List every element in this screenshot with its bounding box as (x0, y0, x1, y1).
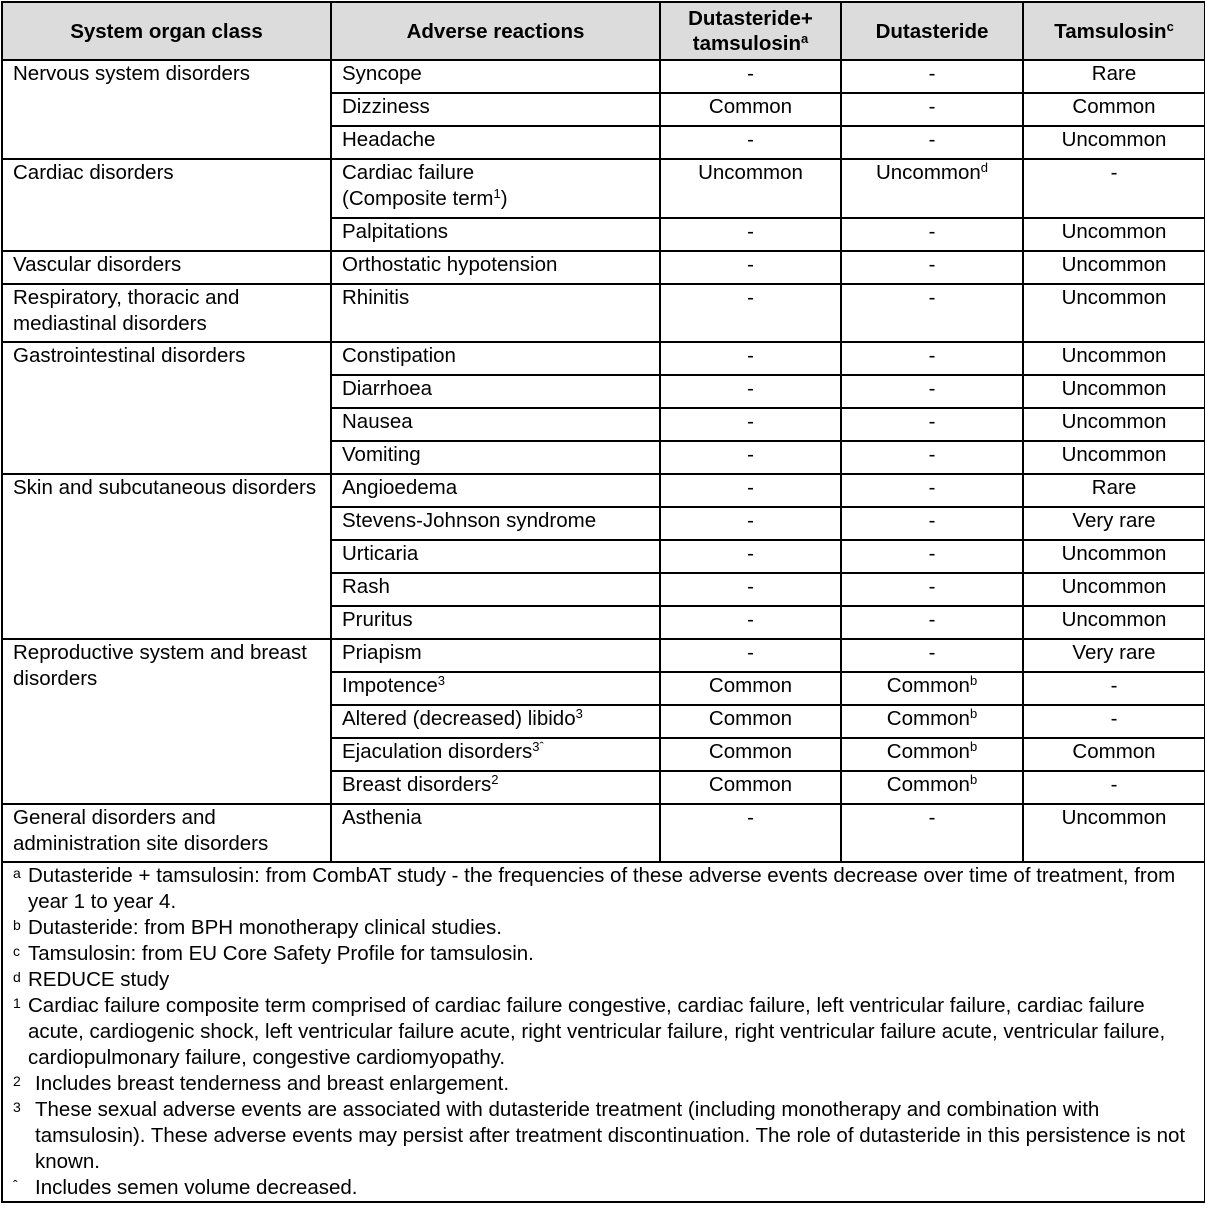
combo-cell: - (660, 126, 841, 159)
footnote-text: Dutasteride: from BPH monotherapy clinical studies. (28, 916, 502, 939)
combo-cell: Common (660, 705, 841, 738)
footnote (13, 863, 1194, 915)
soc-cell: Cardiac disorders (2, 159, 331, 251)
header-combo-line1: Dutasteride+ (688, 7, 813, 30)
dutasteride-sup: b (969, 772, 978, 787)
combo-cell: - (660, 441, 841, 474)
dutasteride-cell: - (841, 93, 1023, 126)
dutasteride-cell (841, 672, 1023, 705)
footnote (13, 1071, 1194, 1097)
table-row (2, 284, 1205, 342)
footnote-mark: b (13, 917, 21, 933)
combo-cell: - (660, 639, 841, 672)
tamsulosin-cell: Uncommon (1023, 126, 1205, 159)
header-adverse-reactions: Adverse reactions (331, 2, 660, 60)
combo-cell: - (660, 251, 841, 284)
dutasteride-cell: - (841, 251, 1023, 284)
combo-cell: - (660, 375, 841, 408)
dutasteride-value: Common (886, 773, 970, 796)
dutasteride-cell: - (841, 441, 1023, 474)
tamsulosin-cell: Rare (1023, 60, 1205, 93)
footnote-text: Tamsulosin: from EU Core Safety Profile for tamsulosin. (28, 942, 534, 965)
combo-cell: Common (660, 93, 841, 126)
header-combo-sup: a (800, 31, 809, 46)
footnote-mark: ˆ (13, 1177, 18, 1193)
footnote (13, 967, 1194, 993)
table-row (2, 342, 1205, 375)
table-row (2, 804, 1205, 862)
footnote-mark: 1 (13, 995, 21, 1011)
footnote (13, 1175, 1194, 1201)
reaction-cell: Diarrhoea (331, 375, 660, 408)
footnote-text: REDUCE study (28, 968, 170, 991)
tamsulosin-cell: Uncommon (1023, 606, 1205, 639)
dutasteride-sup: d (980, 160, 989, 175)
combo-cell: - (660, 408, 841, 441)
dutasteride-sup: b (969, 706, 978, 721)
tamsulosin-cell: Uncommon (1023, 441, 1205, 474)
tamsulosin-cell: Very rare (1023, 507, 1205, 540)
reaction-cell (331, 738, 660, 771)
header-dutasteride-tamsulosin (660, 2, 841, 60)
footnote-text: These sexual adverse events are associated with dutasteride treatment (including monotherapy and combination with tamsulosin). These adverse events may persist after treatment discontinuation. The role of dutasteride in this persistence is not known. (35, 1098, 1186, 1173)
reaction-cell: Asthenia (331, 804, 660, 862)
combo-cell: - (660, 507, 841, 540)
reaction-sup: 1 (493, 186, 501, 201)
footnote (13, 915, 1194, 941)
dutasteride-cell (841, 738, 1023, 771)
reaction-cell: Rash (331, 573, 660, 606)
combo-cell: Common (660, 672, 841, 705)
reaction-cell: Orthostatic hypotension (331, 251, 660, 284)
reaction-cell: Nausea (331, 408, 660, 441)
footnote-mark: 2 (13, 1073, 21, 1089)
tamsulosin-cell: Very rare (1023, 639, 1205, 672)
reaction-text: Breast disorders (342, 773, 492, 796)
dutasteride-value: Common (886, 707, 970, 730)
tamsulosin-cell: Uncommon (1023, 573, 1205, 606)
header-dutasteride: Dutasteride (841, 2, 1023, 60)
reaction-cell: Syncope (331, 60, 660, 93)
combo-cell: Common (660, 771, 841, 804)
reaction-cell: Vomiting (331, 441, 660, 474)
reaction-sup: 3ˆ (532, 739, 544, 754)
dutasteride-cell: - (841, 474, 1023, 507)
dutasteride-cell (841, 159, 1023, 218)
dutasteride-cell: - (841, 639, 1023, 672)
dutasteride-value: Common (886, 740, 970, 763)
reaction-text: Impotence (342, 674, 438, 697)
soc-cell: Reproductive system and breast disorders (2, 639, 331, 804)
table-row (2, 474, 1205, 507)
dutasteride-cell: - (841, 375, 1023, 408)
footnote (13, 941, 1194, 967)
header-tam-label: Tamsulosin (1054, 19, 1167, 43)
dutasteride-cell: - (841, 573, 1023, 606)
footnote-text: Includes breast tenderness and breast enlargement. (35, 1072, 510, 1095)
reaction-cell: Angioedema (331, 474, 660, 507)
reaction-cell (331, 672, 660, 705)
dutasteride-cell: - (841, 126, 1023, 159)
dutasteride-value: Common (886, 674, 970, 697)
combo-cell: - (660, 60, 841, 93)
table-row (2, 251, 1205, 284)
footnote-mark: a (13, 865, 21, 881)
combo-cell: - (660, 342, 841, 375)
tamsulosin-cell: - (1023, 159, 1205, 218)
reaction-line2: (Composite term (342, 187, 494, 210)
reaction-cell: Urticaria (331, 540, 660, 573)
reaction-text: Altered (decreased) libido (342, 707, 576, 730)
tamsulosin-cell: - (1023, 672, 1205, 705)
table-row (2, 639, 1205, 672)
reaction-text: Ejaculation disorders (342, 740, 533, 763)
dutasteride-cell: - (841, 507, 1023, 540)
tamsulosin-cell: Uncommon (1023, 284, 1205, 342)
dutasteride-cell: - (841, 342, 1023, 375)
combo-cell: - (660, 474, 841, 507)
footnotes-row (2, 862, 1205, 1202)
dutasteride-sup: b (969, 673, 978, 688)
dutasteride-cell: - (841, 606, 1023, 639)
tamsulosin-cell: Common (1023, 93, 1205, 126)
reaction-close: ) (500, 187, 508, 210)
tamsulosin-cell: - (1023, 771, 1205, 804)
tamsulosin-cell: Uncommon (1023, 251, 1205, 284)
dutasteride-cell: - (841, 60, 1023, 93)
tamsulosin-cell: Rare (1023, 474, 1205, 507)
footnote-text: Includes semen volume decreased. (35, 1176, 358, 1199)
header-system-organ-class: System organ class (2, 2, 331, 60)
tamsulosin-cell: - (1023, 705, 1205, 738)
reaction-cell (331, 159, 660, 218)
combo-cell: - (660, 606, 841, 639)
footnote-mark: c (13, 943, 20, 959)
soc-cell: Skin and subcutaneous disorders (2, 474, 331, 639)
table-row (2, 159, 1205, 218)
tamsulosin-cell: Uncommon (1023, 804, 1205, 862)
reaction-cell: Dizziness (331, 93, 660, 126)
footnote (13, 1097, 1194, 1175)
tamsulosin-cell: Common (1023, 738, 1205, 771)
dutasteride-cell: - (841, 540, 1023, 573)
footnote-mark: 3 (13, 1099, 21, 1115)
combo-cell: - (660, 573, 841, 606)
dutasteride-cell: - (841, 408, 1023, 441)
reaction-cell: Palpitations (331, 218, 660, 251)
combo-cell: - (660, 284, 841, 342)
reaction-sup: 3 (575, 706, 583, 721)
combo-cell: - (660, 804, 841, 862)
header-row (2, 2, 1205, 60)
dutasteride-cell: - (841, 284, 1023, 342)
reaction-sup: 2 (491, 772, 499, 787)
reaction-sup: 3 (437, 673, 445, 688)
reaction-line1: Cardiac failure (342, 161, 475, 184)
footnote (13, 993, 1194, 1071)
soc-cell: General disorders and administration site disorders (2, 804, 331, 862)
tamsulosin-cell: Uncommon (1023, 218, 1205, 251)
reaction-cell (331, 705, 660, 738)
soc-cell: Gastrointestinal disorders (2, 342, 331, 474)
header-tam-sup: c (1166, 18, 1174, 34)
soc-cell: Respiratory, thoracic and mediastinal disorders (2, 284, 331, 342)
reaction-cell: Stevens-Johnson syndrome (331, 507, 660, 540)
dutasteride-cell: - (841, 804, 1023, 862)
adverse-reactions-table (1, 1, 1205, 1203)
footnote-text: Cardiac failure composite term comprised of cardiac failure congestive, cardiac failure, left ventricular failure, cardiac failure acute, cardiogenic shock, left ventricular failure acute, right ventricular failure, right ventricular failure acute, ventricular failure, cardiopulmonary failure, congestive cardiomyopathy. (28, 994, 1166, 1069)
dutasteride-cell: - (841, 218, 1023, 251)
dutasteride-value: Uncommon (875, 161, 981, 184)
footnotes (2, 862, 1205, 1202)
combo-cell: Common (660, 738, 841, 771)
dutasteride-sup: b (969, 739, 978, 754)
combo-cell: - (660, 540, 841, 573)
combo-cell: - (660, 218, 841, 251)
footnote-text: Dutasteride + tamsulosin: from CombAT study - the frequencies of these adverse events decrease over time of treatment, from year 1 to year 4. (28, 864, 1176, 913)
dutasteride-cell (841, 705, 1023, 738)
tamsulosin-cell: Uncommon (1023, 408, 1205, 441)
table-row (2, 60, 1205, 93)
reaction-cell (331, 771, 660, 804)
footnote-mark: d (13, 969, 21, 985)
reaction-cell: Headache (331, 126, 660, 159)
reaction-cell: Constipation (331, 342, 660, 375)
tamsulosin-cell: Uncommon (1023, 375, 1205, 408)
reaction-cell: Rhinitis (331, 284, 660, 342)
tamsulosin-cell: Uncommon (1023, 540, 1205, 573)
tamsulosin-cell: Uncommon (1023, 342, 1205, 375)
combo-cell: Uncommon (660, 159, 841, 218)
header-tamsulosin (1023, 2, 1205, 60)
reaction-cell: Priapism (331, 639, 660, 672)
header-combo-line2: tamsulosin (692, 32, 801, 55)
dutasteride-cell (841, 771, 1023, 804)
soc-cell: Nervous system disorders (2, 60, 331, 159)
reaction-cell: Pruritus (331, 606, 660, 639)
soc-cell: Vascular disorders (2, 251, 331, 284)
